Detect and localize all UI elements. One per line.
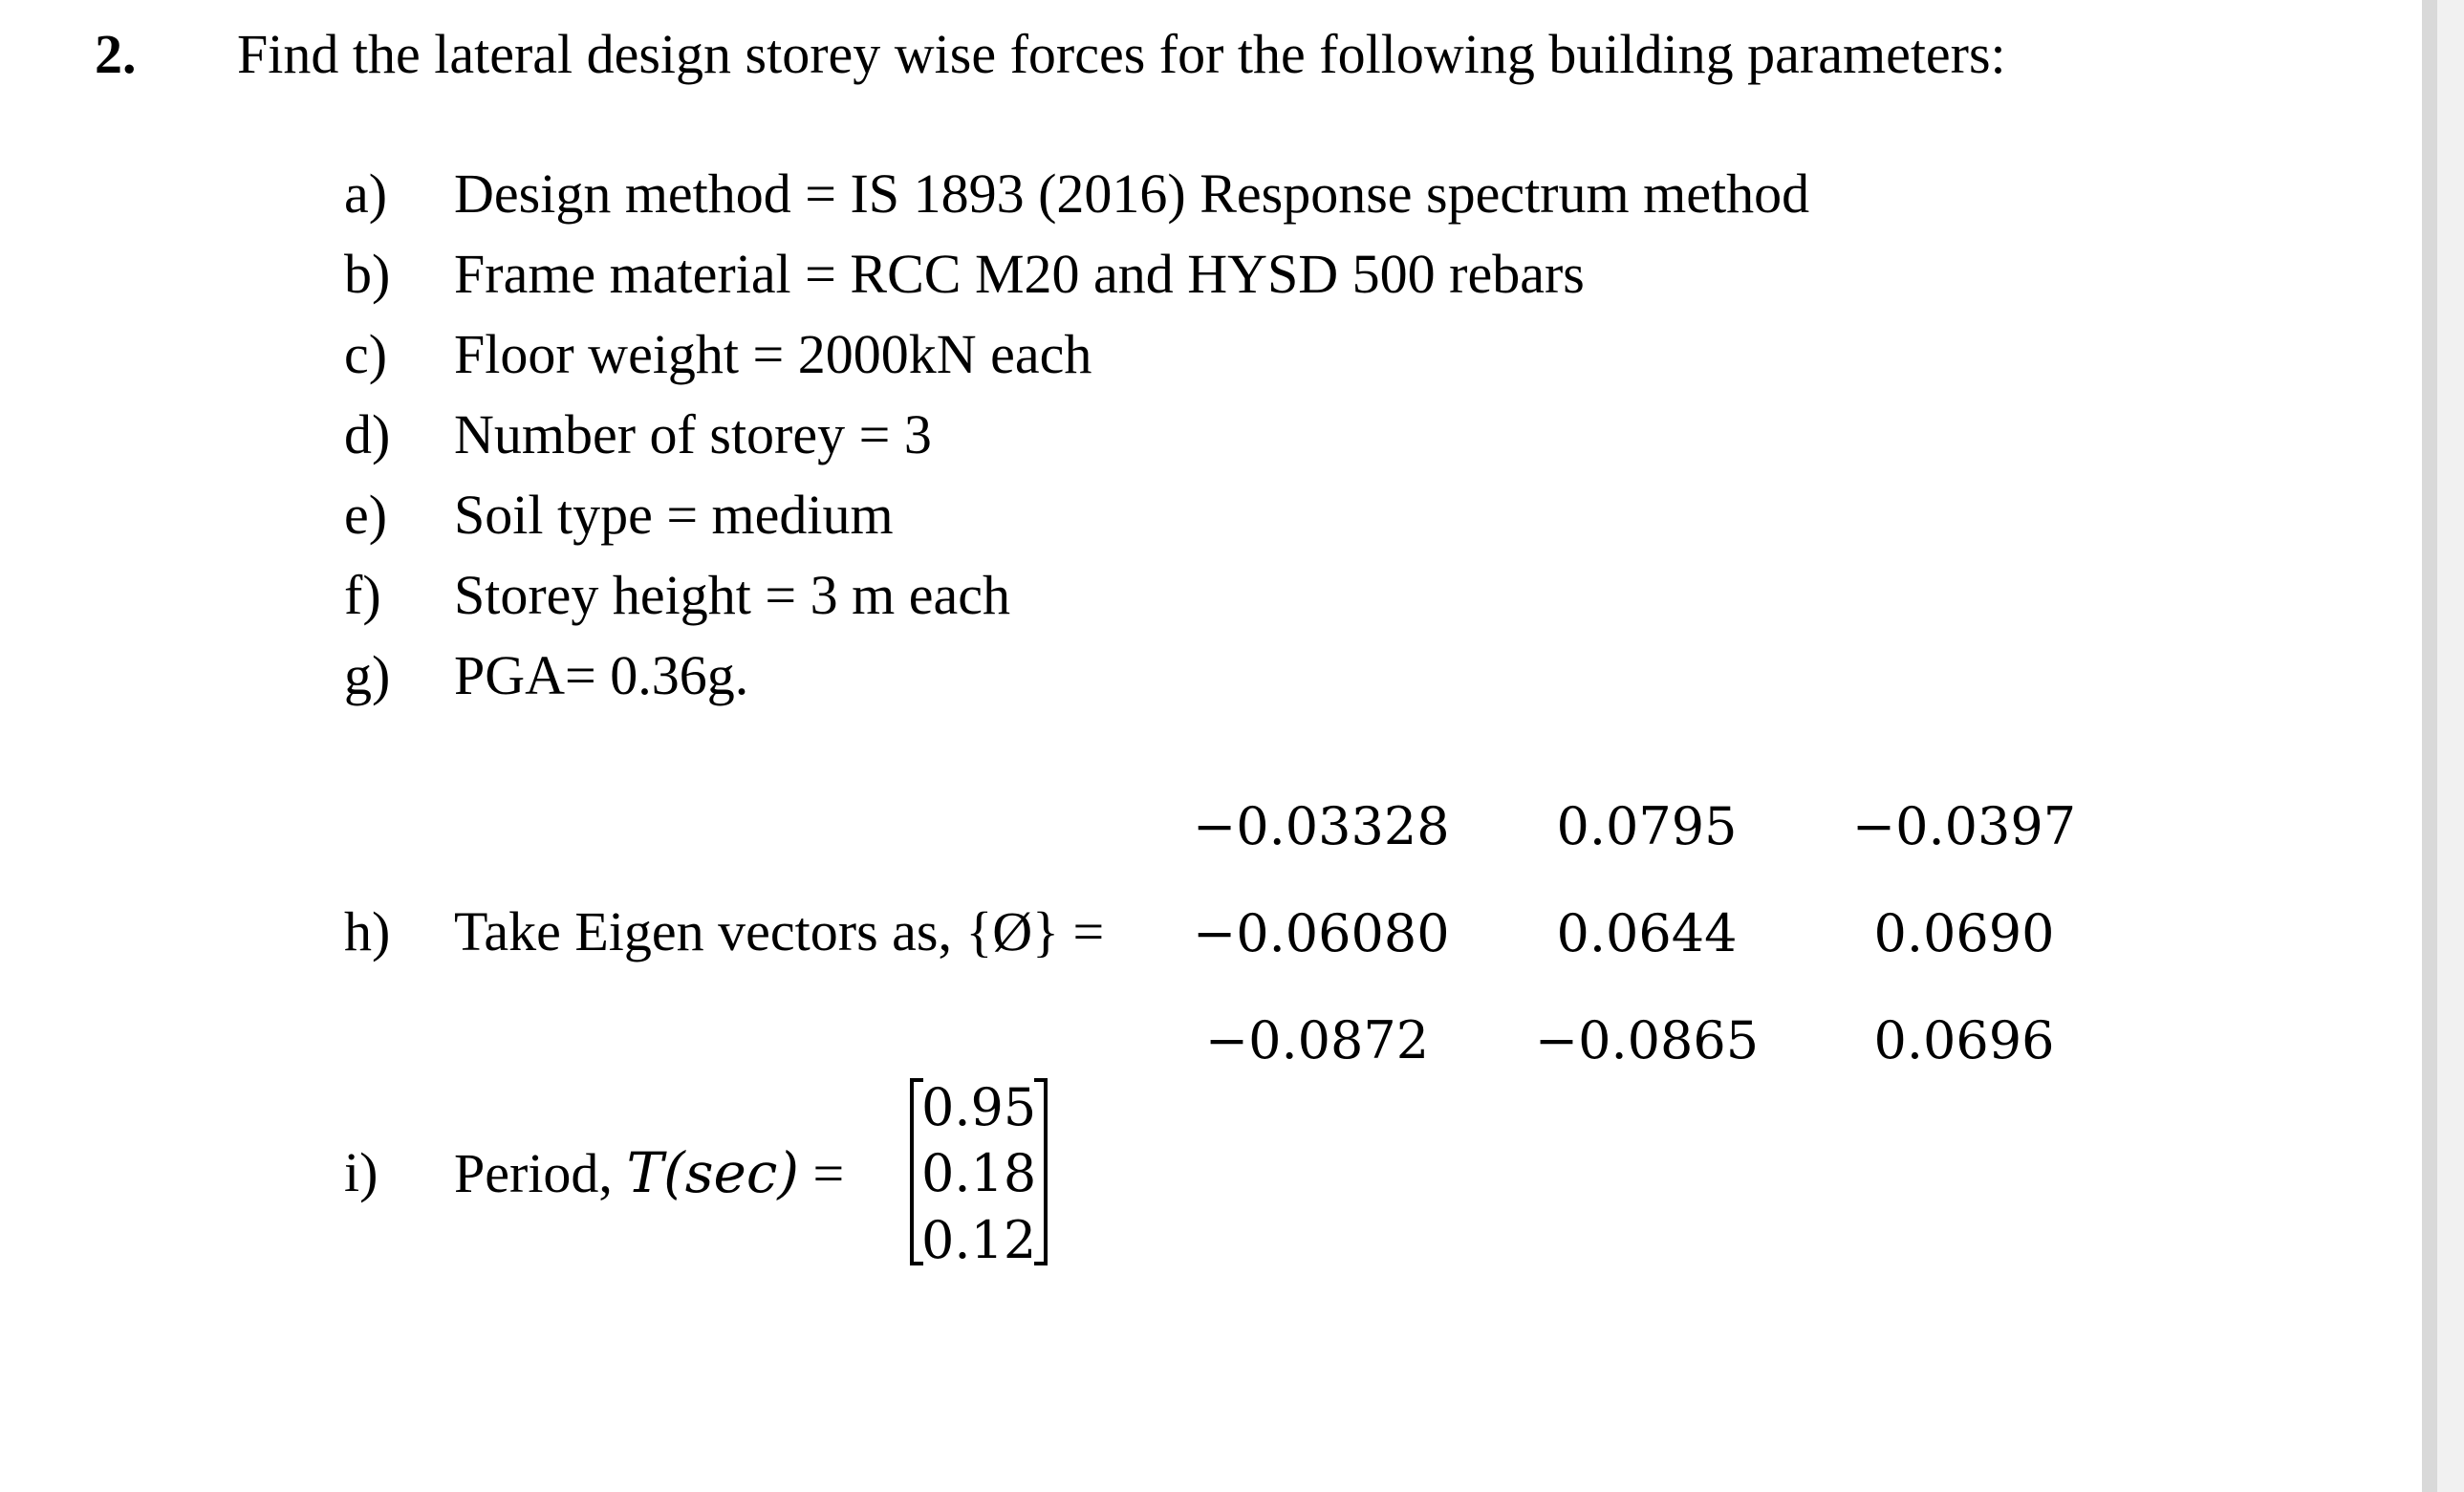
item-label-i: i) bbox=[344, 1141, 378, 1203]
eigen-cell-r1-c1: −0.03328 bbox=[1193, 796, 1450, 856]
item-label-c: c) bbox=[344, 323, 388, 385]
item-text-design-method: Design method = IS 1893 (2016) Response spectrum method bbox=[454, 162, 1810, 225]
question-text: Find the lateral design storey wise forces for the following building parameters: bbox=[237, 23, 2006, 85]
item-label-b: b) bbox=[344, 243, 391, 305]
window-edge bbox=[2437, 0, 2464, 1492]
period-label bbox=[454, 1139, 844, 1207]
period-value-1: 0.95 bbox=[921, 1077, 1037, 1137]
item-label-g: g) bbox=[344, 644, 391, 706]
period-prefix: Period, bbox=[454, 1142, 627, 1204]
eigen-cell-r2-c3: 0.0690 bbox=[1873, 903, 2055, 963]
item-text-floor-weight: Floor weight = 2000kN each bbox=[454, 323, 1092, 385]
scrollbar-track[interactable] bbox=[2422, 0, 2437, 1492]
item-text-pga: PGA= 0.36g. bbox=[454, 644, 749, 706]
period-symbol: T bbox=[626, 1140, 664, 1205]
eigen-cell-r3-c1: −0.0872 bbox=[1204, 1010, 1430, 1070]
question-number: 2. bbox=[95, 23, 137, 85]
eigen-cell-r3-c2: −0.0865 bbox=[1534, 1010, 1760, 1070]
item-text-storey-height: Storey height = 3 m each bbox=[454, 564, 1010, 626]
period-unit: (sec) bbox=[663, 1140, 799, 1205]
eigen-vectors-label: Take Eigen vectors as, {Ø} = bbox=[454, 900, 1105, 962]
item-text-soil-type: Soil type = medium bbox=[454, 484, 894, 546]
item-label-d: d) bbox=[344, 403, 391, 465]
eigen-cell-r1-c3: −0.0397 bbox=[1851, 796, 2077, 856]
item-label-h: h) bbox=[344, 900, 391, 962]
item-label-e: e) bbox=[344, 484, 388, 546]
item-text-number-of-storey: Number of storey = 3 bbox=[454, 403, 932, 465]
period-value-3: 0.12 bbox=[921, 1210, 1037, 1270]
eigen-cell-r1-c2: 0.0795 bbox=[1556, 796, 1738, 856]
item-label-a: a) bbox=[344, 162, 388, 225]
eigen-cell-r2-c1: −0.06080 bbox=[1193, 903, 1450, 963]
period-value-2: 0.18 bbox=[921, 1143, 1037, 1203]
item-label-f: f) bbox=[344, 564, 381, 626]
item-text-frame-material: Frame material = RCC M20 and HYSD 500 rebars bbox=[454, 243, 1585, 305]
eigen-cell-r2-c2: 0.0644 bbox=[1556, 903, 1738, 963]
eigen-cell-r3-c3: 0.0696 bbox=[1873, 1010, 2055, 1070]
period-equals: = bbox=[812, 1142, 845, 1204]
